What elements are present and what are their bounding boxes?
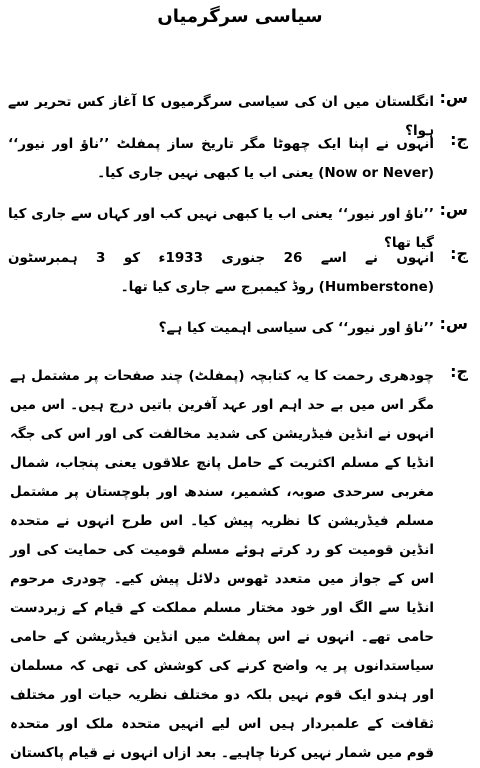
answer-label: ج: bbox=[450, 244, 468, 263]
answer-text: انہوں نے اپنا ایک چھوٹا مگر تاریخ ساز پمفلٹ ’’ناؤ اور نیور‘‘ (Now or Never) یعنی اب یا کبھی نہیں جاری کیا۔ bbox=[8, 136, 434, 181]
question-text: ’’ناؤ اور نیور‘‘ یعنی اب یا کبھی نہیں کب اور کہاں سے جاری کیا گیا تھا؟ bbox=[8, 206, 434, 251]
page-title: سیاسی سرگرمیاں bbox=[157, 6, 323, 27]
answer-text: چودھری رحمت کا یہ کتابچہ (پمفلٹ) چند صفحات پر مشتمل ہے مگر اس میں بے حد اہم اور عہد آفرین باتیں درج ہیں۔ اس میں انہوں نے انڈین فیڈریشن کی شدید مخالفت کی اور اس کی جگہ انڈیا کے مسلم اکثریت کے حامل پانچ علاقوں یعنی پنجاب، شمال مغربی سرحدی صوبہ، کشمیر، سندھ اور بلوچستان پر مشتمل مسلم فیڈریشن کا نظریہ پیش کیا۔ اس طرح انہوں نے متحدہ انڈین قومیت کو رد کرتے ہوئے مسلم قومیت کی حمایت کی اور اس کے جواز میں متعدد ٹھوس دلائل پیش کیے۔ چودری مرحوم انڈیا سے الگ اور خود مختار مسلم مملکت کے قیام کے زبردست حامی تھے۔ انہوں نے اس پمفلٹ میں انڈین فیڈریشن کے حامی سیاستدانوں پر یہ واضح کرنے کی کوشش کی تھی کہ مسلمان اور ہندو ایک قوم نہیں بلکہ دو مختلف نظریہ حیات اور مختلف ثقافت کے علمبردار ہیں اس لیے انہیں متحدہ ملک اور متحدہ قوم میں شمار نہیں کرنا چاہیے۔ بعد ازاں انہوں نے قیام پاکستان bbox=[10, 368, 434, 761]
question-label: س: bbox=[439, 88, 468, 107]
question-label: س: bbox=[439, 314, 468, 333]
answer-label: ج: bbox=[450, 362, 468, 381]
answer-text: انہوں نے اسے 26 جنوری 1933ء کو 3 ہمبرسٹون (Humberstone) روڈ کیمبرج سے جاری کیا تھا۔ bbox=[8, 250, 434, 295]
question-text: انگلستان میں ان کی سیاسی سرگرمیوں کا آغاز کس تحریر سے ہوا؟ bbox=[8, 94, 434, 139]
answer-label: ج: bbox=[450, 130, 468, 149]
question-text: ’’ناؤ اور نیور‘‘ کی سیاسی اہمیت کیا ہے؟ bbox=[158, 320, 434, 336]
question-label: س: bbox=[439, 200, 468, 219]
